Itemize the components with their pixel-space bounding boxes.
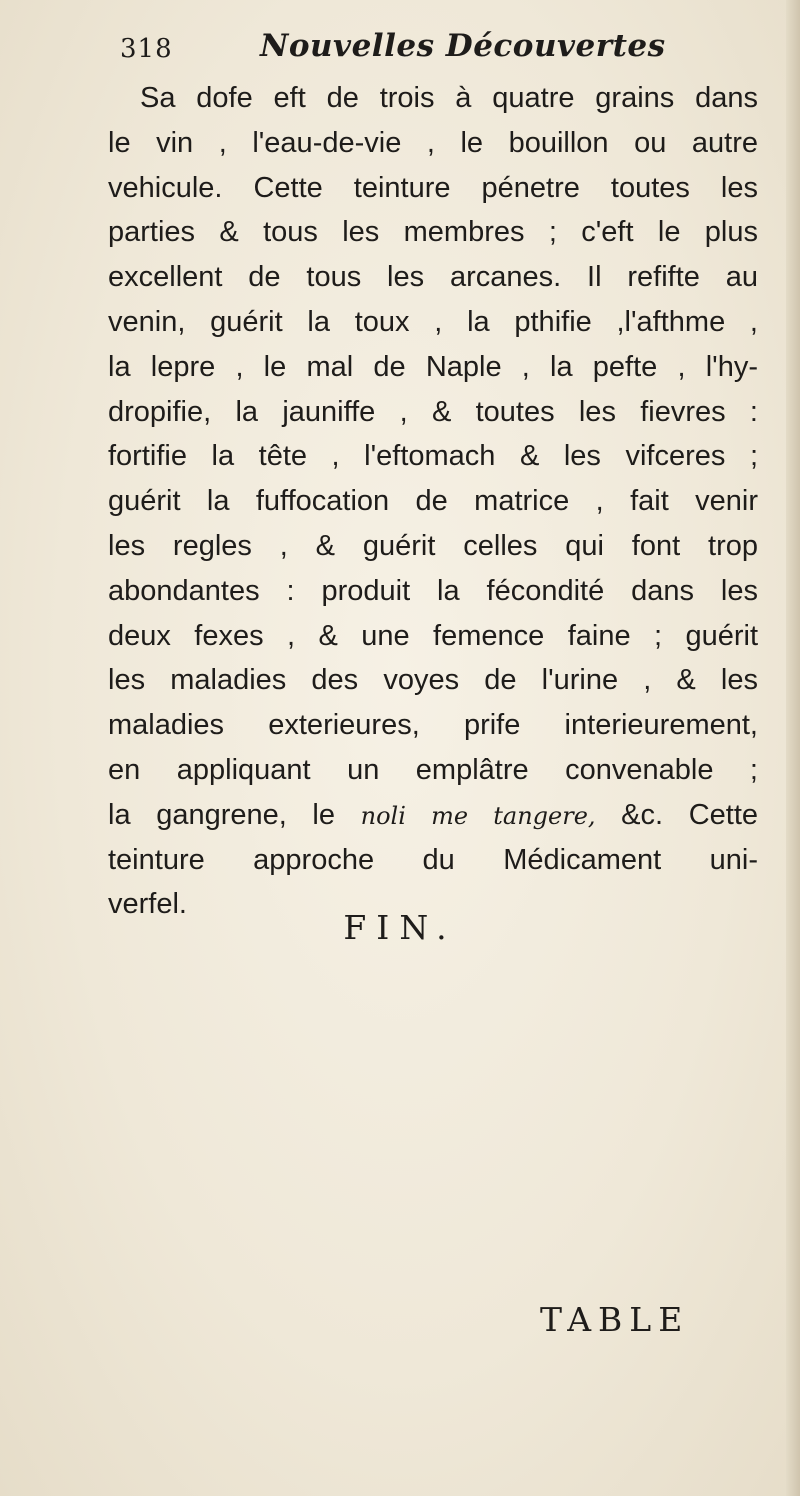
text-line: excellent de tous les arcanes. Il refifte au bbox=[108, 261, 758, 294]
text-line: les maladies des voyes de l'urine , & les bbox=[108, 664, 758, 697]
text-segment: &c. Cette bbox=[595, 798, 759, 831]
text-line: fortifie la tête , l'eftomach & les vifceres ; bbox=[108, 440, 758, 473]
running-title: Nouvelles Découvertes bbox=[260, 28, 666, 64]
text-line bbox=[108, 793, 758, 838]
latin-phrase: noli me tangere, bbox=[360, 801, 596, 830]
text-line: verfel. bbox=[108, 888, 187, 921]
page-number: 318 bbox=[120, 34, 173, 64]
running-head bbox=[120, 28, 720, 72]
text-line: la lepre , le mal de Naple , la pefte , l'hy- bbox=[108, 350, 758, 383]
page-edge-shadow bbox=[786, 0, 800, 1496]
body-text bbox=[108, 76, 758, 927]
text-line: le vin , l'eau-de-vie , le bouillon ou autre bbox=[108, 126, 758, 159]
text-line: maladies exterieures, prife interieurement, bbox=[108, 709, 758, 742]
text-line: vehicule. Cette teinture pénetre toutes les bbox=[108, 171, 758, 204]
text-line: guérit la fuffocation de matrice , fait venir bbox=[108, 485, 758, 518]
text-segment: la gangrene, le bbox=[108, 798, 361, 831]
text-line: deux fexes , & une femence faine ; guérit bbox=[108, 619, 758, 652]
text-line: venin, guérit la toux , la pthifie ,l'afthme , bbox=[108, 305, 758, 338]
text-line: les regles , & guérit celles qui font trop bbox=[108, 529, 758, 562]
text-line: parties & tous les membres ; c'eft le plus bbox=[108, 216, 758, 249]
fin-mark: FIN. bbox=[343, 908, 457, 947]
text-line: Sa dofe eft de trois à quatre grains dans bbox=[140, 82, 758, 114]
text-line: en appliquant un emplâtre convenable ; bbox=[108, 753, 758, 786]
catchword: TABLE bbox=[540, 1300, 690, 1339]
text-line: abondantes : produit la fécondité dans les bbox=[108, 574, 758, 607]
text-line: dropifie, la jauniffe , & toutes les fievres : bbox=[108, 395, 758, 428]
text-line: teinture approche du Médicament uni- bbox=[108, 843, 758, 876]
